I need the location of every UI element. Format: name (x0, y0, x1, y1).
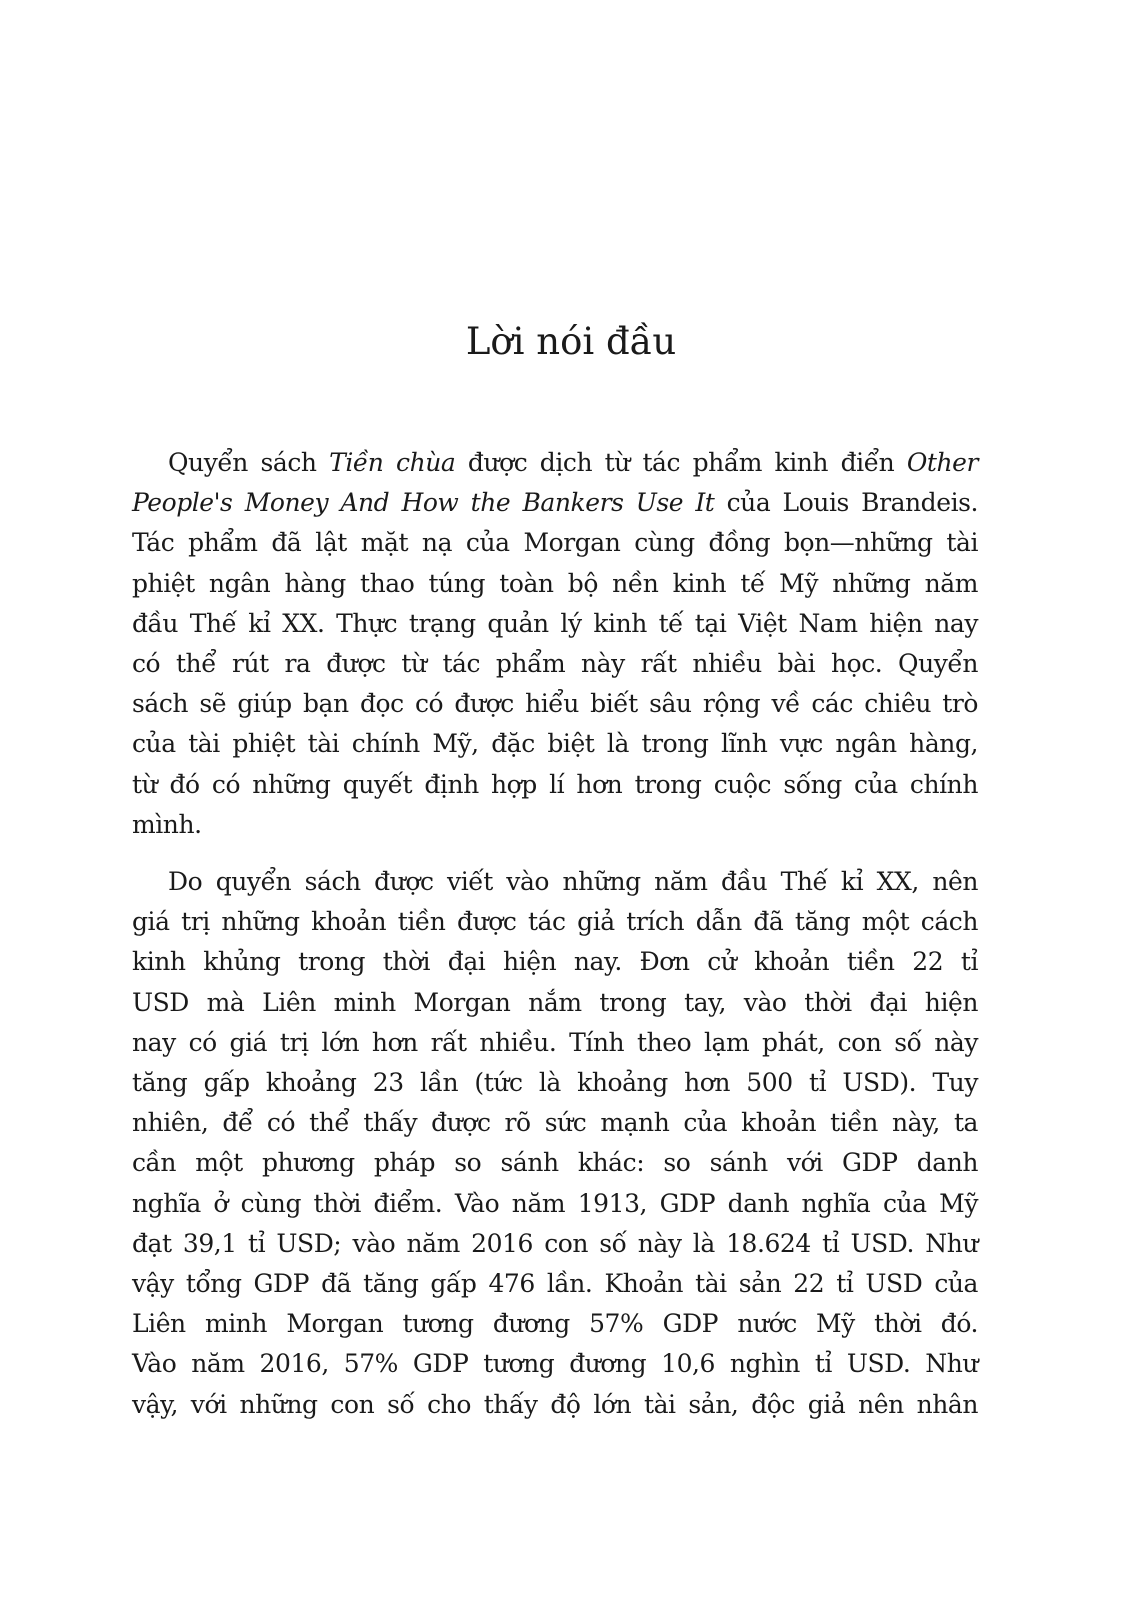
text-line: sách sẽ giúp bạn đọc có được hiểu biết sâu rộng về các chiêu trò (132, 689, 978, 719)
text-line: cần một phương pháp so sánh khác: so sánh với GDP danh (132, 1148, 978, 1178)
text-run: của Louis Brandeis. (714, 488, 978, 518)
text-line: Tác phẩm đã lật mặt nạ của Morgan cùng đồng bọn—những tài (132, 528, 978, 558)
text-line: kinh khủng trong thời đại hiện nay. Đơn cử khoản tiền 22 tỉ (132, 947, 978, 977)
paragraph-1 (132, 443, 978, 845)
text-line: phiệt ngân hàng thao túng toàn bộ nền kinh tế Mỹ những năm (132, 568, 978, 598)
chapter-title: Lời nói đầu (465, 320, 677, 363)
text-line: của tài phiệt tài chính Mỹ, đặc biệt là trong lĩnh vực ngân hàng, (132, 729, 978, 759)
book-title-vietnamese: Tiền chùa (329, 448, 456, 477)
text-line: Vào năm 2016, 57% GDP tương đương 10,6 nghìn tỉ USD. Như (132, 1349, 978, 1379)
body-text (132, 443, 978, 1425)
text-line: nghĩa ở cùng thời điểm. Vào năm 1913, GDP danh nghĩa của Mỹ (132, 1188, 978, 1218)
text-line: mình. (132, 809, 202, 839)
text-line: USD mà Liên minh Morgan nắm trong tay, vào thời đại hiện (132, 987, 978, 1017)
text-line: vậy, với những con số cho thấy độ lớn tài sản, độc giả nên nhân (132, 1389, 978, 1419)
text-line: có thể rút ra được từ tác phẩm này rất nhiều bài học. Quyển (132, 649, 978, 679)
text-line: từ đó có những quyết định hợp lí hơn trong cuộc sống của chính (132, 769, 978, 799)
book-title-original-part: Other (906, 448, 978, 477)
text-line: đầu Thế kỉ XX. Thực trạng quản lý kinh tế tại Việt Nam hiện nay (132, 608, 978, 638)
book-title-original-part: People's Money And How the Bankers Use It (132, 488, 715, 518)
paragraph-2 (132, 862, 978, 1425)
text-line: giá trị những khoản tiền được tác giả trích dẫn đã tăng một cách (132, 907, 978, 937)
text-line: Do quyển sách được viết vào những năm đầu Thế kỉ XX, nên (168, 867, 978, 897)
text-line: nay có giá trị lớn hơn rất nhiều. Tính theo lạm phát, con số này (132, 1027, 978, 1057)
text-run: được dịch từ tác phẩm kinh điển (455, 448, 907, 477)
text-line: nhiên, để có thể thấy được rõ sức mạnh của khoản tiền này, ta (132, 1108, 978, 1138)
text-run: Quyển sách (168, 448, 330, 477)
text-line (132, 483, 978, 523)
text-line: vậy tổng GDP đã tăng gấp 476 lần. Khoản tài sản 22 tỉ USD của (132, 1269, 978, 1299)
text-line: đạt 39,1 tỉ USD; vào năm 2016 con số này là 18.624 tỉ USD. Như (132, 1228, 978, 1258)
text-line (132, 443, 978, 483)
text-line: tăng gấp khoảng 23 lần (tức là khoảng hơn 500 tỉ USD). Tuy (132, 1068, 978, 1098)
text-line: Liên minh Morgan tương đương 57% GDP nước Mỹ thời đó. (132, 1309, 978, 1339)
